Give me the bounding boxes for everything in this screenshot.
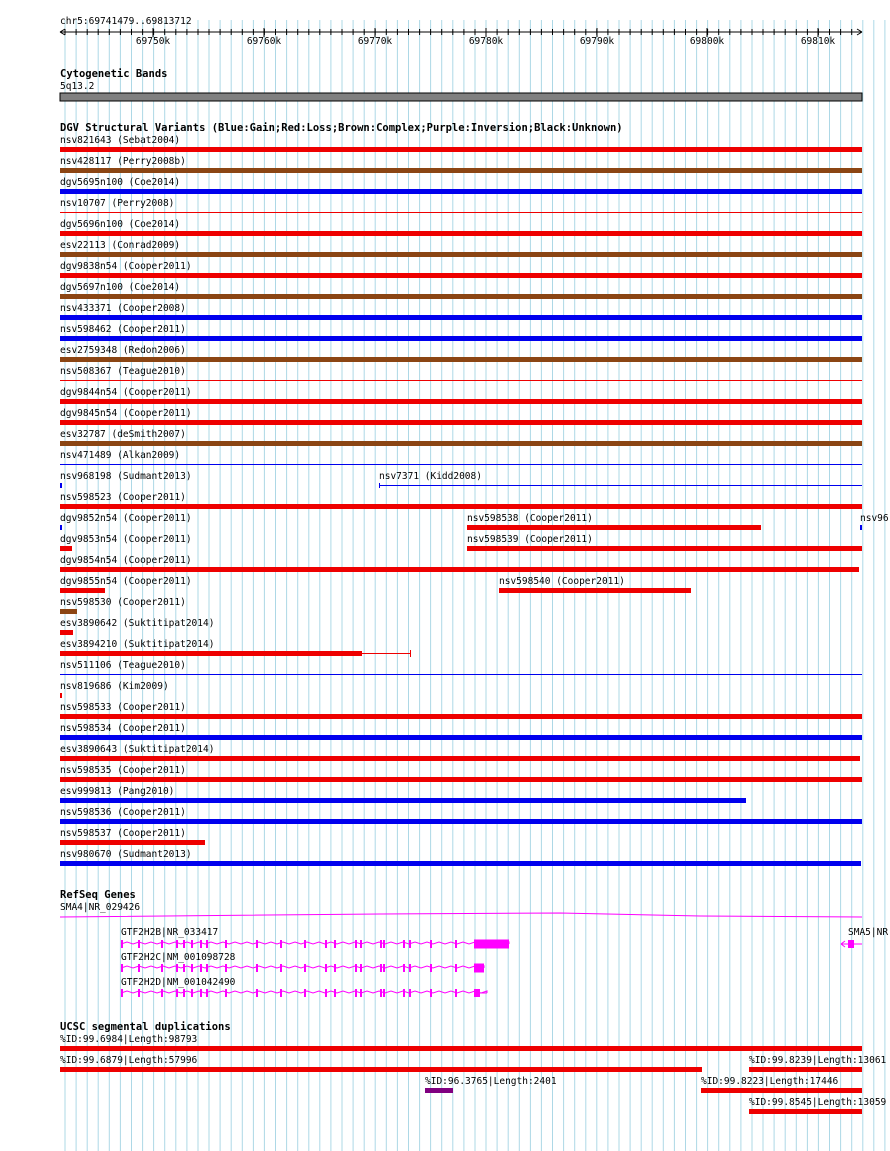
exon [206, 940, 208, 948]
segdup-bar[interactable] [425, 1088, 453, 1093]
exon [176, 940, 178, 948]
exon [225, 989, 227, 997]
variant-bar[interactable] [60, 252, 862, 257]
variant-bar[interactable] [60, 609, 77, 614]
exon [380, 989, 382, 997]
ruler-tick-label: 69810k [800, 36, 836, 47]
variant-bar[interactable] [60, 294, 862, 299]
variant-label: nsv511106 (Teague2010) [60, 660, 186, 671]
segdup-label: %ID:99.6879|Length:57996 [60, 1055, 198, 1066]
variant-label: nsv819686 (Kim2009) [60, 681, 169, 692]
exon [304, 989, 306, 997]
exon [191, 964, 193, 972]
exon [191, 940, 193, 948]
exon [200, 940, 202, 948]
variant-bar[interactable] [60, 399, 862, 404]
variant-bar[interactable] [60, 273, 862, 278]
exon [430, 989, 432, 997]
exon [360, 940, 362, 948]
exon [138, 964, 140, 972]
variant-label: dgv5696n100 (Coe2014) [60, 219, 181, 230]
variant-line[interactable] [60, 380, 862, 381]
exon [176, 989, 178, 997]
variant-label: nsv433371 (Cooper2008) [60, 303, 186, 314]
variant-bar[interactable] [60, 693, 62, 698]
exon [380, 964, 382, 972]
exon [383, 989, 385, 997]
dgv-track-title: DGV Structural Variants (Blue:Gain;Red:Loss;Brown:Complex;Purple:Inversion;Black:Unknown) [60, 122, 623, 134]
variant-label: dgv9852n54 (Cooper2011) [60, 513, 192, 524]
exon [334, 940, 336, 948]
ruler-tick-label: 69780k [468, 36, 504, 47]
exon [430, 964, 432, 972]
variant-bar[interactable] [60, 735, 862, 740]
variant-bar[interactable] [60, 588, 105, 593]
exon [304, 964, 306, 972]
variant-bar[interactable] [60, 483, 62, 488]
variant-label: esv3890643 (Suktitipat2014) [60, 744, 215, 755]
variant-bar[interactable] [60, 756, 860, 761]
cytoband-track[interactable] [60, 68, 862, 101]
variant-label: dgv5697n100 (Coe2014) [60, 282, 181, 293]
variant-line[interactable] [60, 674, 862, 675]
exon [360, 964, 362, 972]
variant-label: nsv598462 (Cooper2011) [60, 324, 186, 335]
exon [355, 940, 357, 948]
ruler-region: chr5:69741479..69813712 [60, 16, 192, 27]
ruler-tick-label: 69760k [246, 36, 282, 47]
exon [383, 940, 385, 948]
gene-label: SMA4|NR_029426 [60, 902, 141, 913]
segdup-track-title: UCSC segmental duplications [60, 1021, 231, 1033]
ruler-tick-label: 69750k [135, 36, 171, 47]
exon [325, 989, 327, 997]
exon [355, 964, 357, 972]
variant-bar[interactable] [60, 189, 862, 194]
variant-label: dgv9844n54 (Cooper2011) [60, 387, 192, 398]
variant-label: esv3894210 (Suktitipat2014) [60, 639, 215, 650]
variant-bar[interactable] [60, 714, 862, 719]
variant-bar[interactable] [60, 651, 362, 656]
variant-bar[interactable] [860, 525, 862, 530]
variant-bar[interactable] [60, 861, 861, 866]
exon [474, 989, 480, 997]
segdup-label: %ID:96.3765|Length:2401 [425, 1076, 557, 1087]
variant-line[interactable] [379, 485, 862, 486]
exon [409, 940, 411, 948]
cytoband-5q13-2[interactable] [60, 93, 862, 101]
variant-bar[interactable] [499, 588, 691, 593]
gene-label: GTF2H2D|NM_001042490 [121, 977, 236, 988]
exon [183, 964, 185, 972]
exon [121, 964, 123, 972]
variant-bar[interactable] [60, 567, 859, 572]
variant-label: nsv598537 (Cooper2011) [60, 828, 186, 839]
variant-bar[interactable] [60, 147, 862, 152]
variant-label: nsv428117 (Perry2008b) [60, 156, 186, 167]
variant-label: nsv598535 (Cooper2011) [60, 765, 186, 776]
exon [334, 964, 336, 972]
exon [380, 940, 382, 948]
variant-label: dgv9845n54 (Cooper2011) [60, 408, 192, 419]
exon [161, 964, 163, 972]
exon [206, 989, 208, 997]
segdup-bar[interactable] [701, 1088, 862, 1093]
exon [206, 964, 208, 972]
variant-bar[interactable] [60, 504, 862, 509]
variant-label: dgv5695n100 (Coe2014) [60, 177, 181, 188]
variant-bar[interactable] [60, 798, 746, 803]
exon [225, 964, 227, 972]
variant-label: nsv7371 (Kidd2008) [379, 471, 482, 482]
variant-label: esv3890642 (Suktitipat2014) [60, 618, 215, 629]
exon [403, 964, 405, 972]
variant-label: nsv821643 (Sebat2004) [60, 135, 181, 146]
exon [200, 989, 202, 997]
variant-label: nsv598539 (Cooper2011) [467, 534, 593, 545]
exon [430, 940, 432, 948]
variant-label: nsv598538 (Cooper2011) [467, 513, 593, 524]
variant-label: nsv598523 (Cooper2011) [60, 492, 186, 503]
variant-bar[interactable] [60, 546, 72, 551]
exon [256, 989, 258, 997]
exon [200, 964, 202, 972]
variant-label: esv2759348 (Redon2006) [60, 345, 186, 356]
exon [191, 989, 193, 997]
variant-label: esv999813 (Pang2010) [60, 786, 175, 797]
variant-bar[interactable] [60, 630, 73, 635]
cytoband-track-title: Cytogenetic Bands [60, 68, 168, 80]
variant-bar[interactable] [60, 336, 862, 341]
variant-bar[interactable] [60, 315, 862, 320]
exon [325, 940, 327, 948]
gene-sma4[interactable] [60, 913, 862, 917]
variant-bar[interactable] [60, 777, 862, 782]
variant-bar[interactable] [60, 441, 862, 446]
exon [161, 940, 163, 948]
refseq-track[interactable] [60, 889, 888, 997]
gene-label: GTF2H2C|NM_001098728 [121, 952, 236, 963]
variant-bar[interactable] [60, 168, 862, 173]
exon [280, 964, 282, 972]
exon [256, 964, 258, 972]
segdup-label: %ID:99.8545|Length:13059 [749, 1097, 887, 1108]
exon [355, 989, 357, 997]
variant-label: dgv9854n54 (Cooper2011) [60, 555, 192, 566]
refseq-track-title: RefSeq Genes [60, 889, 136, 901]
exon [409, 964, 411, 972]
variant-label: nsv508367 (Teague2010) [60, 366, 186, 377]
ruler-tick-label: 69770k [357, 36, 393, 47]
variant-bar[interactable] [467, 546, 862, 551]
variant-label: nsv980670 (Sudmant2013) [60, 849, 192, 860]
variant-bar[interactable] [60, 840, 205, 845]
exon [383, 964, 385, 972]
segdup-bar[interactable] [60, 1067, 702, 1072]
exon [176, 964, 178, 972]
variant-bar[interactable] [60, 357, 862, 362]
variant-label: nsv598534 (Cooper2011) [60, 723, 186, 734]
exon [474, 964, 484, 973]
exon [256, 940, 258, 948]
segdup-bar[interactable] [60, 1046, 862, 1051]
variant-label: nsv598540 (Cooper2011) [499, 576, 625, 587]
ruler-tick-label: 69790k [579, 36, 615, 47]
exon [161, 989, 163, 997]
variant-label: dgv9855n54 (Cooper2011) [60, 576, 192, 587]
segdup-label: %ID:99.6984|Length:98793 [60, 1034, 198, 1045]
exon [183, 940, 185, 948]
exon [325, 964, 327, 972]
exon [225, 940, 227, 948]
exon [360, 989, 362, 997]
exon [121, 940, 123, 948]
segdup-label: %ID:99.8239|Length:13061 [749, 1055, 887, 1066]
variant-label: dgv9838n54 (Cooper2011) [60, 261, 192, 272]
exon [455, 989, 457, 997]
gene-label: SMA5|NR [848, 927, 889, 938]
variant-label: nsv968198 (Sudmant2013) [60, 471, 192, 482]
variant-label: esv32787 (deSmith2007) [60, 429, 186, 440]
variant-bar[interactable] [60, 819, 862, 824]
variant-label: nsv598536 (Cooper2011) [60, 807, 186, 818]
exon [280, 940, 282, 948]
variant-label: nsv598533 (Cooper2011) [60, 702, 186, 713]
segdup-bar[interactable] [749, 1109, 862, 1114]
segdup-bar[interactable] [749, 1067, 862, 1072]
variant-bar[interactable] [60, 525, 62, 530]
variant-end-tick [410, 650, 411, 657]
variant-bar[interactable] [60, 231, 862, 236]
variant-line[interactable] [60, 212, 862, 213]
ruler [60, 16, 862, 47]
exon [455, 964, 457, 972]
variant-line[interactable] [60, 464, 862, 465]
exon [121, 989, 123, 997]
cytoband-label: 5q13.2 [60, 81, 95, 92]
gene-sma5[interactable] [841, 940, 862, 948]
exon [334, 989, 336, 997]
exon [403, 989, 405, 997]
exon [183, 989, 185, 997]
dgv-track[interactable] [60, 122, 889, 866]
variant-label: nsv598530 (Cooper2011) [60, 597, 186, 608]
exon [480, 993, 487, 994]
exon [455, 940, 457, 948]
variant-label: nsv10707 (Perry2008) [60, 198, 175, 209]
gene-label: GTF2H2B|NR_033417 [121, 927, 219, 938]
variant-bar[interactable] [467, 525, 761, 530]
variant-bar[interactable] [60, 420, 862, 425]
variant-label: nsv471489 (Alkan2009) [60, 450, 181, 461]
variant-label: dgv9853n54 (Cooper2011) [60, 534, 192, 545]
segdup-label: %ID:99.8223|Length:17446 [701, 1076, 839, 1087]
exon [138, 989, 140, 997]
variant-line[interactable] [362, 653, 411, 654]
variant-label: nsv96 [860, 513, 889, 524]
exon [403, 940, 405, 948]
ruler-tick-label: 69800k [689, 36, 725, 47]
variant-label: esv22113 (Conrad2009) [60, 240, 181, 251]
exon [280, 989, 282, 997]
exon [138, 940, 140, 948]
exon [304, 940, 306, 948]
exon [409, 989, 411, 997]
exon [474, 940, 509, 949]
gene-gtf2h2b[interactable] [121, 940, 509, 949]
